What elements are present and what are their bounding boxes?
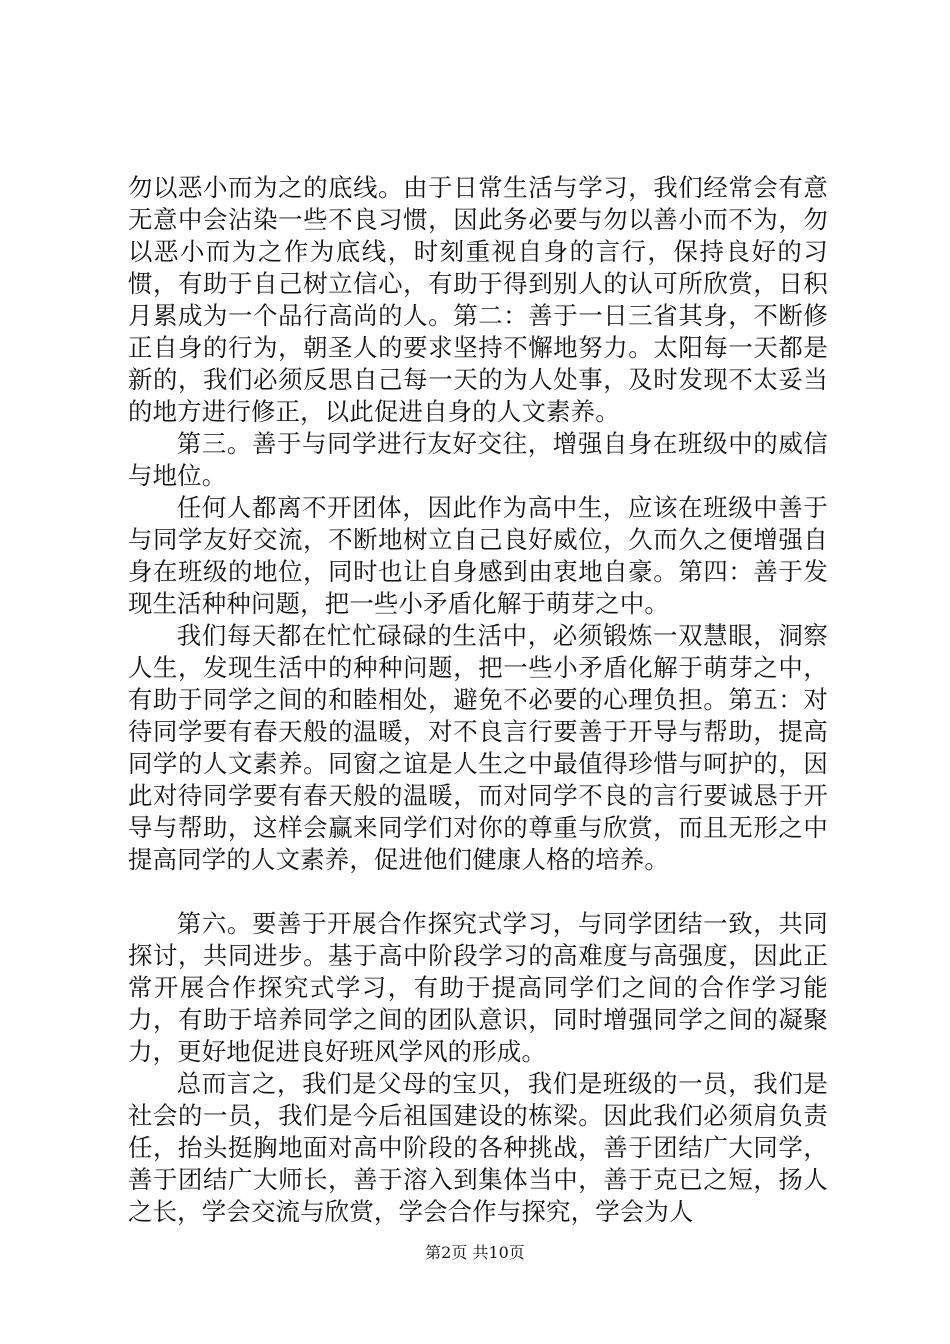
paragraph-4: 我们每天都在忙忙碌碌的生活中，必须锻炼一双慧眼，洞察人生，发现生活中的种种问题，把一些小矛盾化解于萌芽之中，有助于同学之间的和睦相处，避免不必要的心理负担。第五：对待同学要有春天般的温暖，对不良言行要善于开导与帮助，提高同学的人文素养。同窗之谊是人生之中最值得珍惜与呵护的，因此对待同学要有春天般的温暖，而对同学不良的言行要诚恳于开导与帮助，这样会赢来同学们对你的尊重与欣赏，而且无形之中提高同学的人文素养，促进他们健康人格的培养。	[128, 621, 828, 874]
paragraph-spacer	[128, 876, 828, 908]
paragraph-5: 第六。要善于开展合作探究式学习，与同学团结一致，共同探讨，共同进步。基于高中阶段学习的高难度与高强度，因此正常开展合作探究式学习，有助于提高同学们之间的合作学习能力，有助于培养同学之间的团队意识，同时增强同学之间的凝聚力，更好地促进良好班风学风的形成。	[128, 909, 828, 1066]
paragraph-1: 勿以恶小而为之的底线。由于日常生活与学习，我们经常会有意无意中会沾染一些不良习惯，因此务必要与勿以善小而不为，勿以恶小而为之作为底线，时刻重视自身的言行，保持良好的习惯，有助于自己树立信心，有助于得到别人的认可所欣赏，日积月累成为一个品行高尚的人。第二：善于一日三省其身，不断修正自身的行为，朝圣人的要求坚持不懈地努力。太阳每一天都是新的，我们必须反思自己每一天的为人处事，及时发现不太妥当的地方进行修正，以此促进自身的人文素养。	[128, 173, 828, 426]
paragraph-3: 任何人都离不开团体，因此作为高中生，应该在班级中善于与同学友好交流，不断地树立自己良好威位，久而久之便增强自身在班级的地位，同时也让自身感到由衷地自豪。第四：善于发现生活种种问题，把一些小矛盾化解于萌芽之中。	[128, 493, 828, 618]
page-number-footer: 第2页 共10页	[425, 1243, 525, 1262]
document-body	[128, 172, 828, 1228]
paragraph-2: 第三。善于与同学进行友好交往，增强自身在班级中的威信与地位。	[128, 429, 828, 490]
paragraph-6: 总而言之，我们是父母的宝贝，我们是班级的一员，我们是社会的一员，我们是今后祖国建设的栋梁。因此我们必须肩负责任，抬头挺胸地面对高中阶段的各种挑战，善于团结广大同学，善于团结广大师长，善于溶入到集体当中，善于克已之短，扬人之长，学会交流与欣赏，学会合作与探究，学会为人	[128, 1069, 828, 1226]
